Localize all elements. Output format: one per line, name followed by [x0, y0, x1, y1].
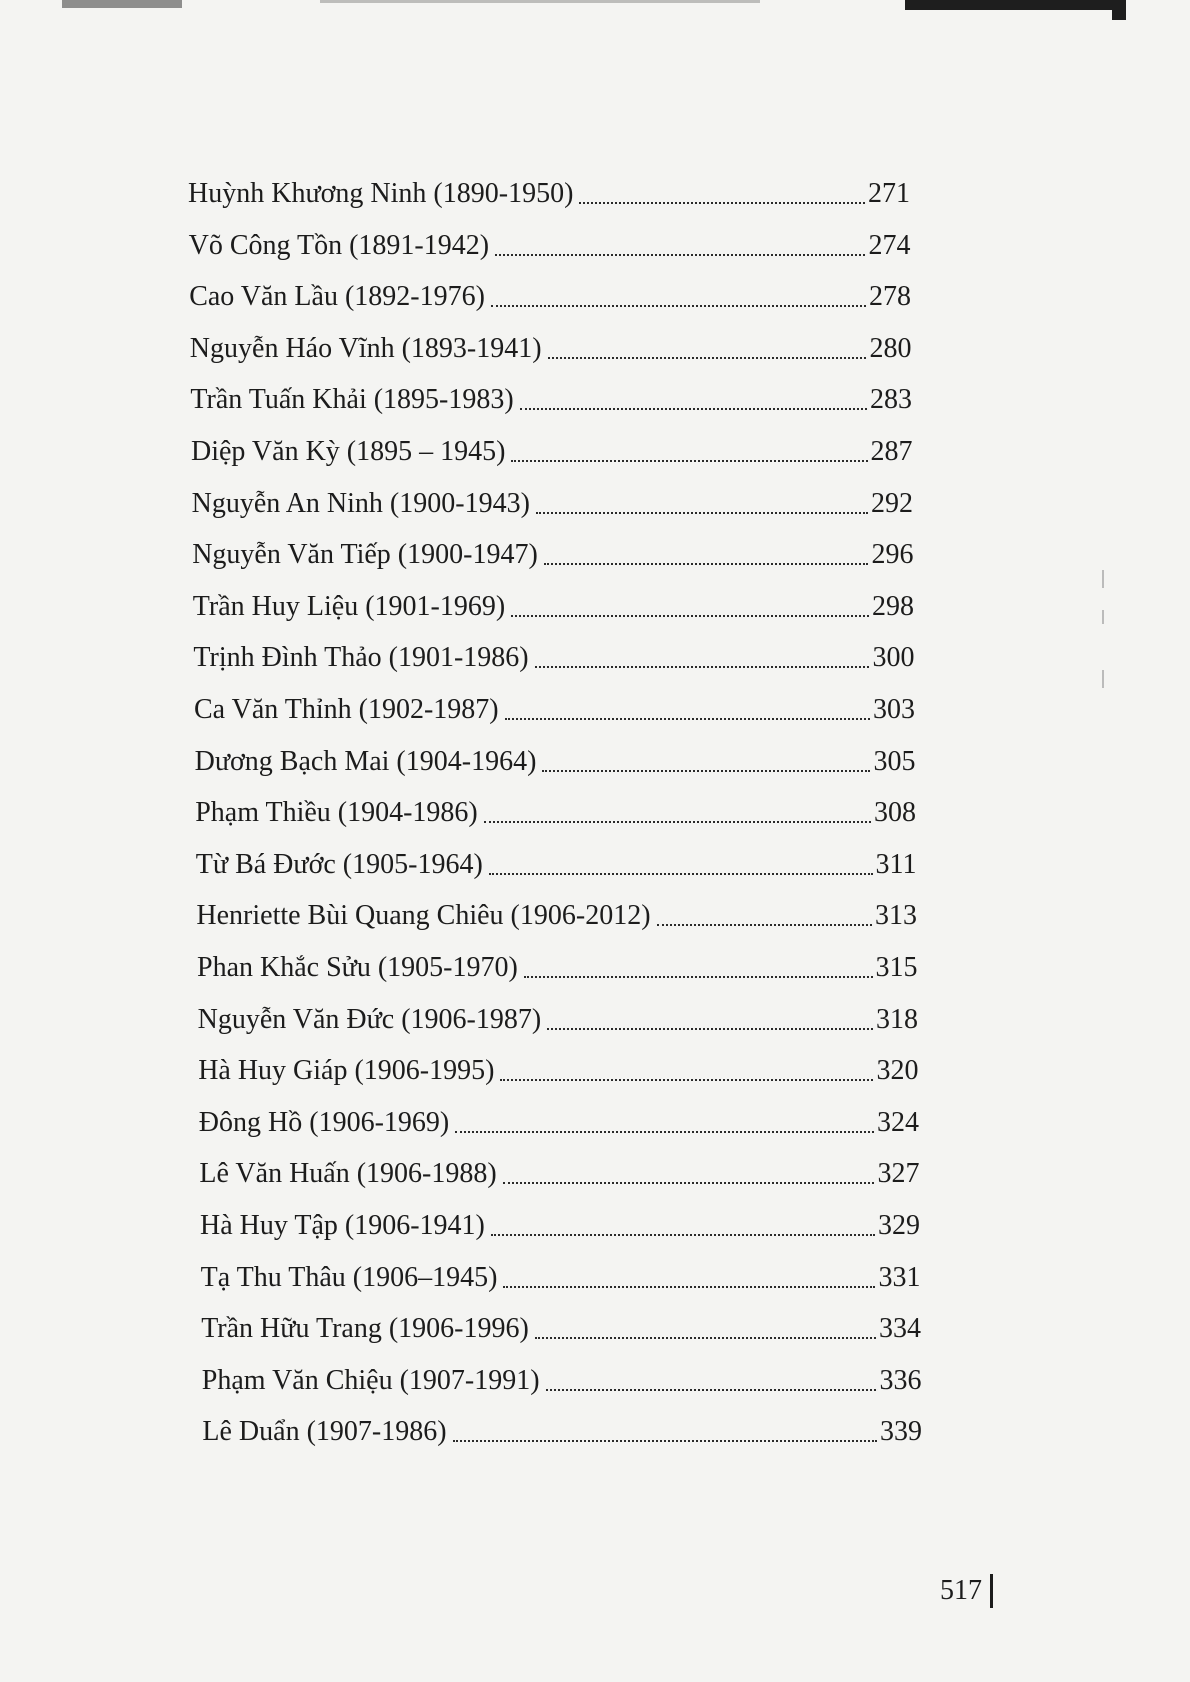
toc-entry-title: Lê Văn Huấn (1906-1988): [199, 1158, 497, 1190]
toc-entry-page: 280: [869, 332, 912, 364]
toc-dot-leader: [495, 254, 865, 256]
toc-dot-leader: [536, 512, 868, 514]
toc-dot-leader: [511, 460, 867, 462]
toc-entry-title: Nguyễn An Ninh (1900-1943): [191, 487, 530, 519]
toc-entry: [202, 1410, 922, 1454]
toc-entry-title: Huỳnh Khương Ninh (1890-1950): [188, 178, 574, 209]
toc-entry-title: Trần Hữu Trang (1906-1996): [201, 1313, 529, 1345]
toc-entry-page: 329: [878, 1210, 920, 1241]
toc-entry-page: 278: [868, 281, 911, 313]
page-top-edge: [0, 0, 1190, 20]
toc-entry: [198, 998, 918, 1042]
toc-dot-leader: [548, 357, 867, 359]
toc-entry: [190, 327, 912, 371]
toc-entry-page: 300: [872, 642, 915, 674]
toc-dot-leader: [491, 1234, 875, 1236]
toc-entry: [198, 1049, 918, 1093]
toc-entry-title: Phan Khắc Sửu (1905-1970): [197, 952, 518, 983]
toc-entry-title: Hà Huy Tập (1906-1941): [200, 1210, 485, 1241]
toc-entry: [199, 1101, 919, 1145]
toc-entry-page: 315: [875, 952, 918, 983]
toc-dot-leader: [511, 615, 869, 617]
folio-rule: [990, 1574, 993, 1608]
toc-entry: [195, 791, 916, 835]
toc-entry-title: Hà Huy Giáp (1906-1995): [198, 1055, 495, 1087]
toc-entry-page: 339: [879, 1416, 922, 1448]
toc-entry: [194, 688, 915, 732]
toc-entry-page: 324: [876, 1106, 919, 1138]
toc-entry-title: Từ Bá Đước (1905-1964): [195, 848, 483, 880]
toc-dot-leader: [544, 563, 869, 565]
toc-dot-leader: [535, 1337, 876, 1339]
toc-entry: [196, 894, 917, 938]
toc-entry-title: Trần Huy Liệu (1901-1969): [192, 590, 506, 622]
toc-dot-leader: [500, 1079, 873, 1081]
page-number: 517: [940, 1575, 982, 1606]
toc-entry-title: Nguyễn Háo Vĩnh (1893-1941): [189, 332, 542, 364]
toc-dot-leader: [520, 408, 867, 410]
toc-entry-page: 298: [871, 590, 914, 622]
toc-entry-page: 292: [870, 487, 913, 519]
toc-dot-leader: [535, 666, 870, 668]
toc-entry-title: Phạm Văn Chiệu (1907-1991): [201, 1364, 540, 1396]
scan-edge-tab: [1112, 0, 1126, 20]
toc-dot-leader: [547, 1028, 873, 1030]
toc-dot-leader: [546, 1389, 877, 1391]
toc-dot-leader: [505, 718, 870, 720]
toc-dot-leader: [657, 924, 872, 926]
toc-entry: [192, 482, 913, 526]
toc-dot-leader: [491, 305, 866, 307]
toc-entry-title: Nguyễn Văn Tiếp (1900-1947): [192, 539, 538, 571]
toc-entry-title: Đông Hồ (1906-1969): [198, 1106, 450, 1138]
scan-edge-shadow-left: [62, 0, 182, 8]
toc-dot-leader: [542, 770, 870, 772]
toc-entry-page: 303: [873, 694, 915, 725]
scan-edge-shadow-mid: [320, 0, 760, 3]
toc-entry: [192, 533, 913, 577]
toc-entry: [188, 172, 910, 216]
toc-entry: [193, 636, 914, 680]
toc-entry-page: 274: [868, 229, 911, 261]
toc-dot-leader: [455, 1131, 874, 1133]
toc-dot-leader: [453, 1440, 877, 1442]
toc-entry: [195, 740, 916, 784]
toc-entry-page: 318: [875, 1003, 918, 1035]
toc-entry-title: Phạm Thiều (1904-1986): [195, 797, 478, 829]
toc-entry: [201, 1307, 921, 1351]
toc-entry-page: 271: [868, 178, 910, 209]
toc-dot-leader: [579, 202, 865, 204]
toc-entry-title: Cao Văn Lầu (1892-1976): [189, 281, 485, 313]
toc-entry-page: 287: [870, 436, 913, 467]
toc-entry: [189, 224, 911, 268]
toc-entry-page: 313: [874, 900, 917, 932]
toc-entry-page: 308: [873, 797, 916, 829]
toc-dot-leader: [503, 1182, 875, 1184]
toc-dot-leader: [489, 873, 873, 875]
scan-edge-shadow-right: [905, 0, 1125, 10]
toc-entry: [199, 1152, 919, 1196]
toc-entry-page: 327: [877, 1158, 920, 1190]
page-folio: [940, 1573, 993, 1609]
toc-entry-page: 283: [869, 384, 912, 416]
toc-entry: [191, 430, 913, 474]
toc-entry-page: 311: [875, 848, 917, 880]
toc-entry-title: Trần Tuấn Khải (1895-1983): [190, 384, 514, 416]
toc-dot-leader: [524, 976, 873, 978]
toc-entry-title: Tạ Thu Thâu (1906–1945): [200, 1261, 498, 1293]
toc-entry: [202, 1359, 922, 1403]
toc-entry: [200, 1204, 920, 1248]
toc-dot-leader: [503, 1286, 875, 1288]
toc-entry-title: Henriette Bùi Quang Chiêu (1906-2012): [196, 900, 651, 932]
toc-entry-page: 331: [878, 1261, 921, 1293]
toc-entry: [197, 946, 918, 990]
toc-entry: [189, 275, 911, 319]
toc-entry-page: 336: [879, 1364, 922, 1396]
toc-entry-title: Võ Công Tồn (1891-1942): [188, 229, 490, 261]
toc-entry-title: Ca Văn Thỉnh (1902-1987): [194, 694, 499, 725]
toc-dot-leader: [484, 821, 871, 823]
toc-entry-page: 305: [873, 745, 916, 777]
toc-entry: [190, 378, 912, 422]
toc-entry: [193, 585, 914, 629]
gutter-marks: [1102, 570, 1106, 690]
toc-entry-title: Trịnh Đình Thảo (1901-1986): [193, 642, 529, 674]
toc-entry: [196, 843, 917, 887]
toc-entry-page: 320: [876, 1055, 919, 1087]
toc-entry-page: 334: [878, 1313, 921, 1345]
toc-entry-title: Nguyễn Văn Đức (1906-1987): [197, 1003, 542, 1035]
toc-entry-title: Dương Bạch Mai (1904-1964): [194, 745, 537, 777]
toc-entry-title: Lê Duẩn (1907-1986): [202, 1416, 447, 1448]
toc-entry-page: 296: [871, 539, 914, 571]
toc-entry-title: Diệp Văn Kỳ (1895 – 1945): [191, 436, 506, 467]
toc-entry: [201, 1256, 921, 1300]
